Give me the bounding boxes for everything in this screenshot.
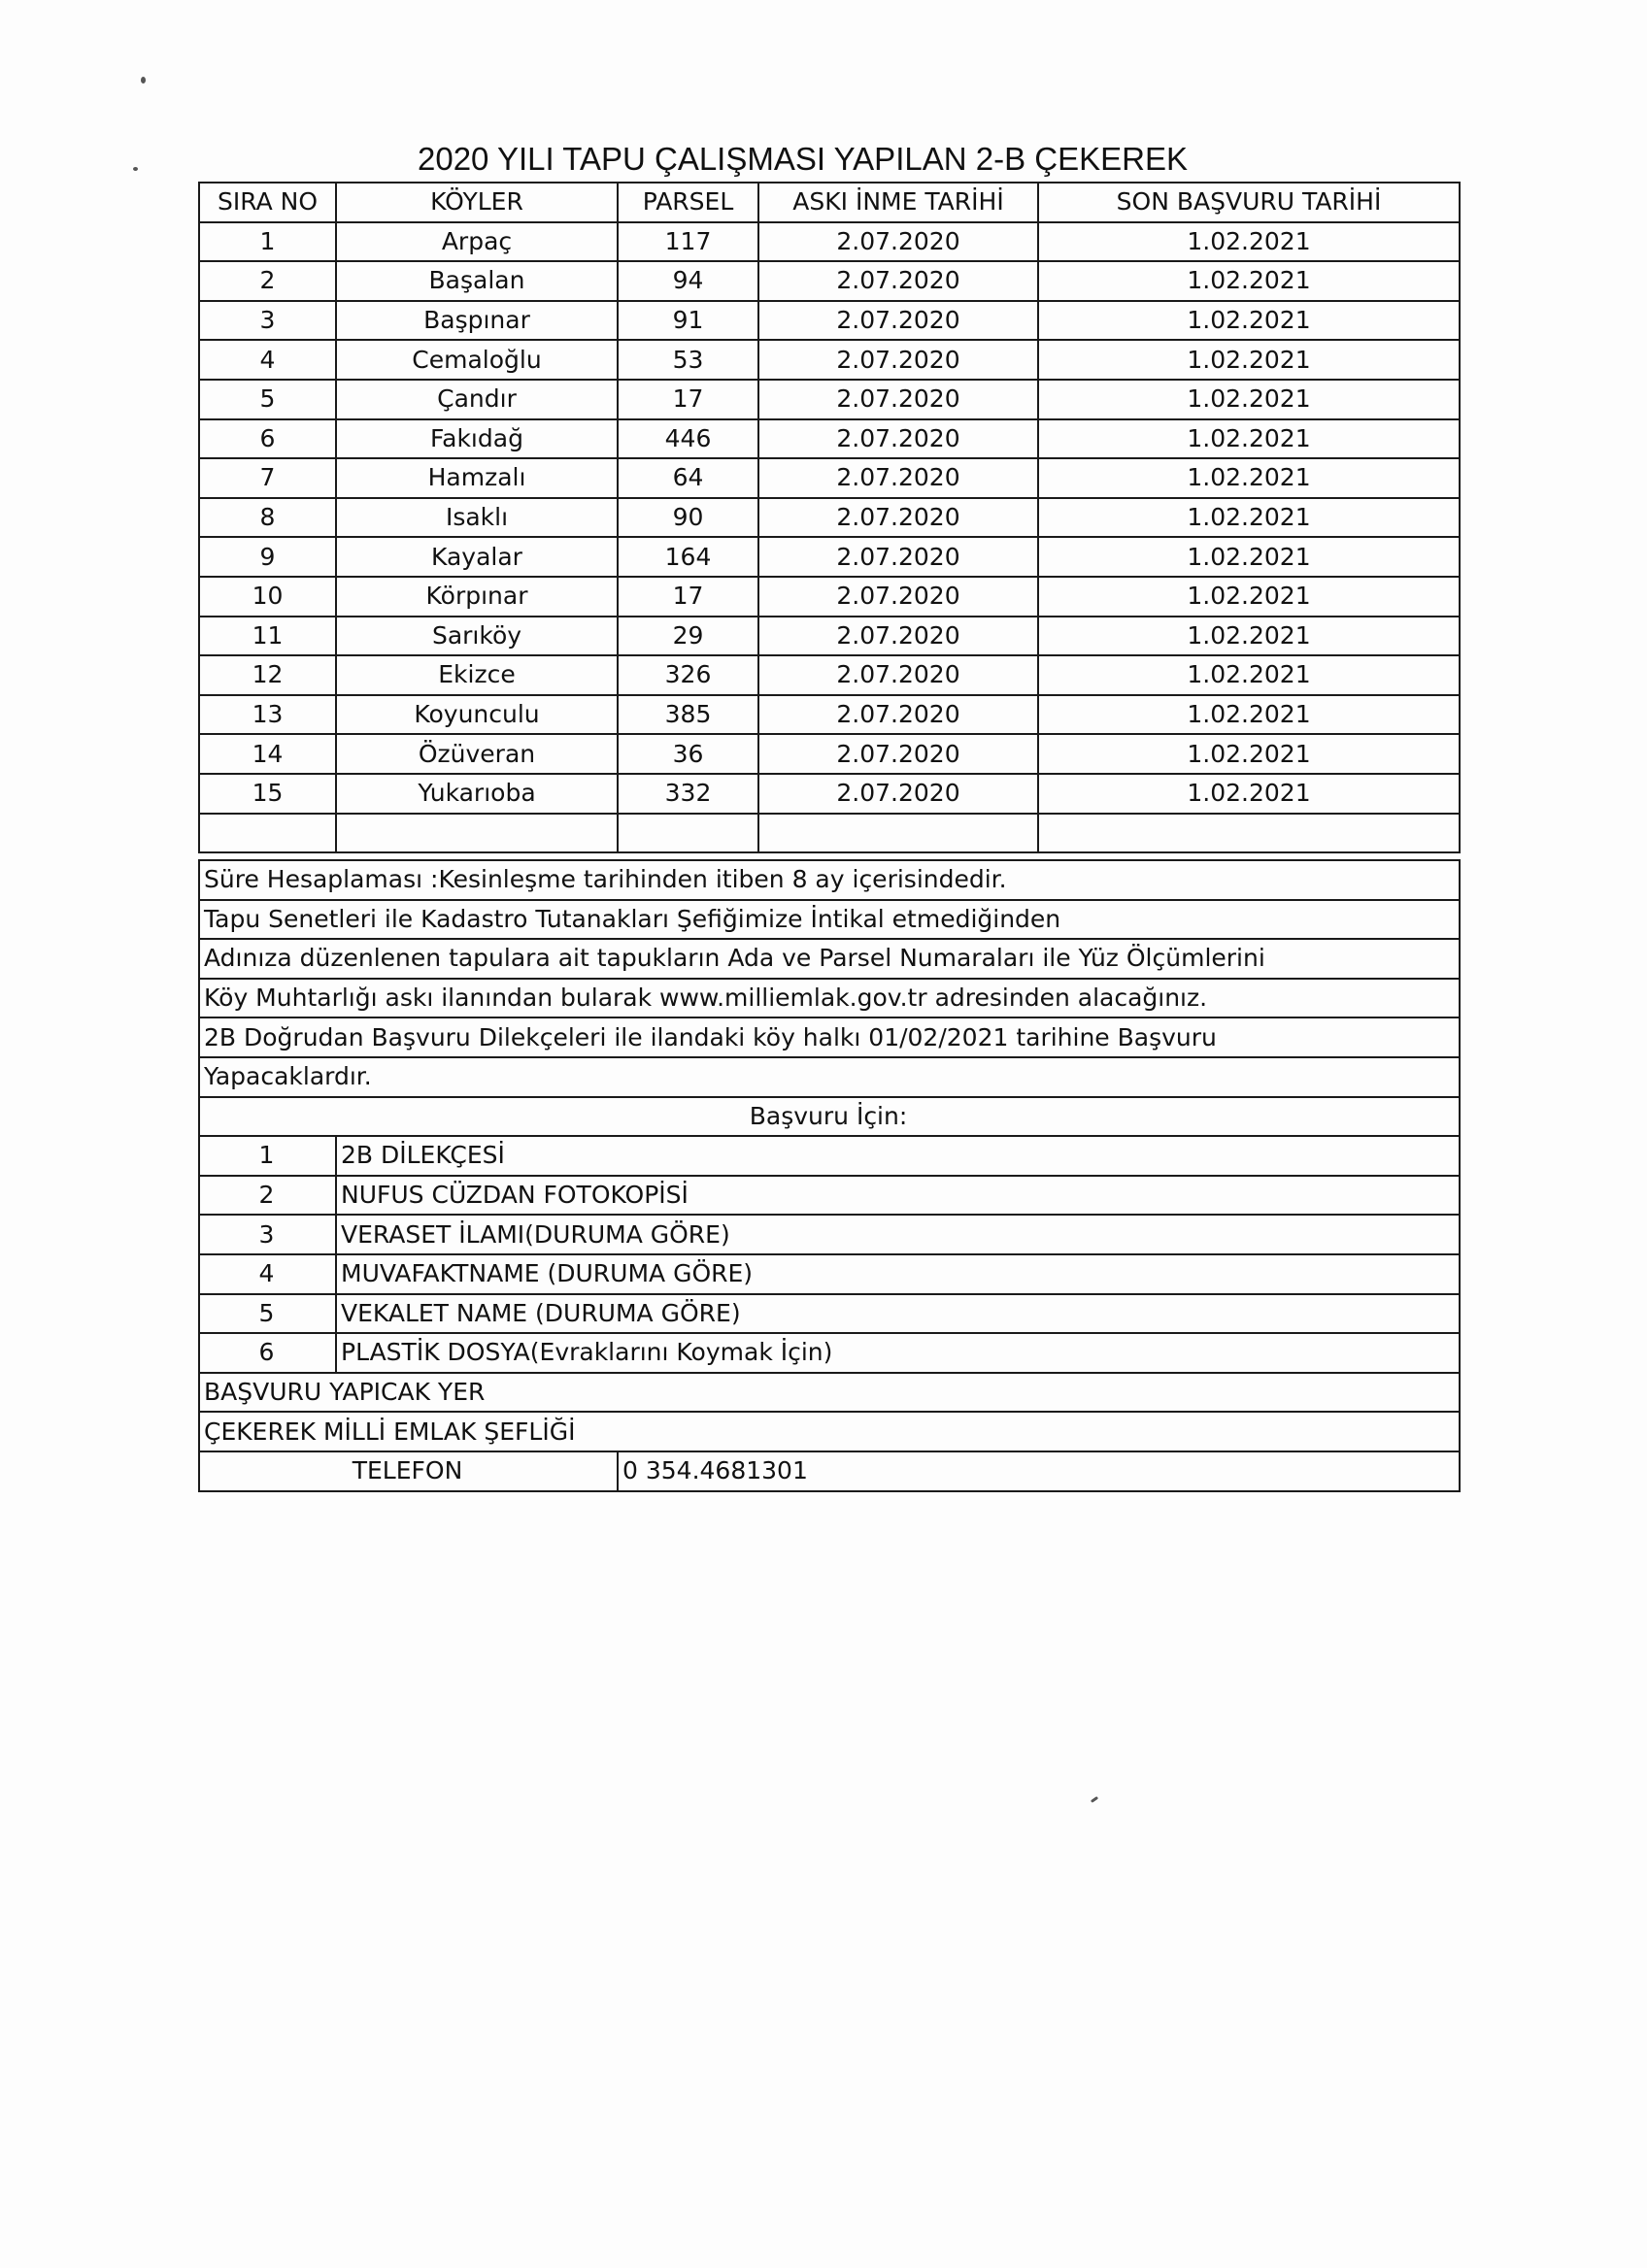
empty-cell <box>758 814 1038 853</box>
empty-row <box>199 814 1460 853</box>
cell-sira-no: 15 <box>199 774 336 814</box>
cell-sira-no: 11 <box>199 617 336 656</box>
cell-son-basvuru-tarihi: 1.02.2021 <box>1038 419 1460 459</box>
cell-koy: Yukarıoba <box>336 774 618 814</box>
cell-son-basvuru-tarihi: 1.02.2021 <box>1038 577 1460 617</box>
phone-label: TELEFON <box>199 1451 618 1491</box>
requirement-text: VEKALET NAME (DURUMA GÖRE) <box>336 1294 1460 1334</box>
requirement-row <box>199 1294 1460 1334</box>
requirement-row <box>199 1136 1460 1176</box>
note-row <box>199 1057 1460 1097</box>
cell-aski-inme-tarihi: 2.07.2020 <box>758 617 1038 656</box>
cell-sira-no: 5 <box>199 380 336 419</box>
note-row <box>199 939 1460 979</box>
note-text: Süre Hesaplaması :Kesinleşme tarihinden itiben 8 ay içerisindedir. <box>199 860 1460 900</box>
cell-koy: Özüveran <box>336 734 618 774</box>
cell-son-basvuru-tarihi: 1.02.2021 <box>1038 380 1460 419</box>
cell-son-basvuru-tarihi: 1.02.2021 <box>1038 458 1460 498</box>
cell-sira-no: 2 <box>199 261 336 301</box>
info-table <box>198 859 1461 1492</box>
cell-koy: Kayalar <box>336 537 618 577</box>
note-text: Tapu Senetleri ile Kadastro Tutanakları Şefiğimize İntikal etmediğinden <box>199 900 1460 940</box>
requirement-number: 3 <box>199 1215 336 1254</box>
office-row <box>199 1412 1460 1451</box>
note-row <box>199 860 1460 900</box>
note-text: Yapacaklardır. <box>199 1057 1460 1097</box>
cell-sira-no: 3 <box>199 301 336 341</box>
cell-parsel: 36 <box>618 734 758 774</box>
cell-aski-inme-tarihi: 2.07.2020 <box>758 340 1038 380</box>
cell-son-basvuru-tarihi: 1.02.2021 <box>1038 222 1460 262</box>
empty-cell <box>1038 814 1460 853</box>
table-row <box>199 301 1460 341</box>
cell-parsel: 164 <box>618 537 758 577</box>
cell-koy: Isaklı <box>336 498 618 538</box>
cell-son-basvuru-tarihi: 1.02.2021 <box>1038 655 1460 695</box>
table-row <box>199 222 1460 262</box>
cell-sira-no: 9 <box>199 537 336 577</box>
cell-koy: Hamzalı <box>336 458 618 498</box>
cell-son-basvuru-tarihi: 1.02.2021 <box>1038 734 1460 774</box>
cell-parsel: 64 <box>618 458 758 498</box>
cell-aski-inme-tarihi: 2.07.2020 <box>758 261 1038 301</box>
cell-koy: Cemaloğlu <box>336 340 618 380</box>
cell-sira-no: 4 <box>199 340 336 380</box>
requirement-text: VERASET İLAMI(DURUMA GÖRE) <box>336 1215 1460 1254</box>
scan-speck <box>1091 1796 1098 1803</box>
table-row <box>199 261 1460 301</box>
cell-koy: Körpınar <box>336 577 618 617</box>
cell-koy: Arpaç <box>336 222 618 262</box>
requirement-text: NUFUS CÜZDAN FOTOKOPİSİ <box>336 1176 1460 1216</box>
cell-aski-inme-tarihi: 2.07.2020 <box>758 734 1038 774</box>
document-title: 2020 YILI TAPU ÇALIŞMASI YAPILAN 2-B ÇEKEREK <box>418 141 1188 177</box>
cell-parsel: 332 <box>618 774 758 814</box>
cell-aski-inme-tarihi: 2.07.2020 <box>758 222 1038 262</box>
cell-aski-inme-tarihi: 2.07.2020 <box>758 774 1038 814</box>
note-text: Adınıza düzenlenen tapulara ait tapukların Ada ve Parsel Numaraları ile Yüz Ölçümlerini <box>199 939 1460 979</box>
cell-parsel: 29 <box>618 617 758 656</box>
header-son-basvuru-tarihi: SON BAŞVURU TARİHİ <box>1038 183 1460 222</box>
cell-son-basvuru-tarihi: 1.02.2021 <box>1038 774 1460 814</box>
phone-number: 0 354.4681301 <box>618 1451 1460 1491</box>
cell-koy: Başpınar <box>336 301 618 341</box>
cell-son-basvuru-tarihi: 1.02.2021 <box>1038 261 1460 301</box>
cell-parsel: 326 <box>618 655 758 695</box>
note-row <box>199 900 1460 940</box>
requirement-row <box>199 1254 1460 1294</box>
cell-koy: Başalan <box>336 261 618 301</box>
note-text: 2B Doğrudan Başvuru Dilekçeleri ile ilandaki köy halkı 01/02/2021 tarihine Başvuru <box>199 1017 1460 1057</box>
cell-son-basvuru-tarihi: 1.02.2021 <box>1038 301 1460 341</box>
cell-son-basvuru-tarihi: 1.02.2021 <box>1038 498 1460 538</box>
cell-parsel: 17 <box>618 577 758 617</box>
note-text: Köy Muhtarlığı askı ilanından bularak www.milliemlak.gov.tr adresinden alacağınız. <box>199 979 1460 1018</box>
empty-cell <box>336 814 618 853</box>
cell-aski-inme-tarihi: 2.07.2020 <box>758 655 1038 695</box>
header-parsel: PARSEL <box>618 183 758 222</box>
cell-aski-inme-tarihi: 2.07.2020 <box>758 380 1038 419</box>
requirement-number: 1 <box>199 1136 336 1176</box>
application-place-row <box>199 1373 1460 1413</box>
cell-koy: Sarıköy <box>336 617 618 656</box>
table-row <box>199 537 1460 577</box>
cell-sira-no: 6 <box>199 419 336 459</box>
header-sira-no: SIRA NO <box>199 183 336 222</box>
cell-aski-inme-tarihi: 2.07.2020 <box>758 498 1038 538</box>
scan-speck <box>133 167 138 171</box>
requirements-heading: Başvuru İçin: <box>199 1097 1460 1137</box>
village-table <box>198 182 1461 853</box>
cell-parsel: 90 <box>618 498 758 538</box>
office-name: ÇEKEREK MİLLİ EMLAK ŞEFLİĞİ <box>199 1412 1460 1451</box>
cell-parsel: 91 <box>618 301 758 341</box>
cell-son-basvuru-tarihi: 1.02.2021 <box>1038 617 1460 656</box>
cell-parsel: 385 <box>618 695 758 735</box>
table-row <box>199 695 1460 735</box>
requirement-number: 2 <box>199 1176 336 1216</box>
requirement-text: 2B DİLEKÇESİ <box>336 1136 1460 1176</box>
table-row <box>199 419 1460 459</box>
cell-aski-inme-tarihi: 2.07.2020 <box>758 537 1038 577</box>
table-row <box>199 655 1460 695</box>
cell-aski-inme-tarihi: 2.07.2020 <box>758 419 1038 459</box>
table-header-row <box>199 183 1460 222</box>
requirement-row <box>199 1333 1460 1373</box>
table-row <box>199 774 1460 814</box>
cell-sira-no: 8 <box>199 498 336 538</box>
cell-parsel: 17 <box>618 380 758 419</box>
cell-sira-no: 14 <box>199 734 336 774</box>
empty-cell <box>618 814 758 853</box>
table-row <box>199 617 1460 656</box>
requirement-number: 5 <box>199 1294 336 1334</box>
cell-sira-no: 10 <box>199 577 336 617</box>
note-row <box>199 979 1460 1018</box>
cell-koy: Fakıdağ <box>336 419 618 459</box>
table-row <box>199 380 1460 419</box>
table-row <box>199 340 1460 380</box>
cell-parsel: 446 <box>618 419 758 459</box>
requirement-row <box>199 1176 1460 1216</box>
scan-speck <box>141 77 146 83</box>
table-row <box>199 734 1460 774</box>
header-aski-inme-tarihi: ASKI İNME TARİHİ <box>758 183 1038 222</box>
requirements-heading-row <box>199 1097 1460 1137</box>
note-row <box>199 1017 1460 1057</box>
cell-koy: Ekizce <box>336 655 618 695</box>
cell-sira-no: 7 <box>199 458 336 498</box>
table-row <box>199 498 1460 538</box>
cell-son-basvuru-tarihi: 1.02.2021 <box>1038 340 1460 380</box>
requirement-number: 6 <box>199 1333 336 1373</box>
cell-aski-inme-tarihi: 2.07.2020 <box>758 301 1038 341</box>
cell-parsel: 94 <box>618 261 758 301</box>
table-row <box>199 458 1460 498</box>
phone-row <box>199 1451 1460 1491</box>
header-koyler: KÖYLER <box>336 183 618 222</box>
table-row <box>199 577 1460 617</box>
cell-son-basvuru-tarihi: 1.02.2021 <box>1038 537 1460 577</box>
requirement-row <box>199 1215 1460 1254</box>
cell-koy: Koyunculu <box>336 695 618 735</box>
cell-parsel: 117 <box>618 222 758 262</box>
cell-sira-no: 12 <box>199 655 336 695</box>
requirement-number: 4 <box>199 1254 336 1294</box>
application-place-label: BAŞVURU YAPICAK YER <box>199 1373 1460 1413</box>
cell-koy: Çandır <box>336 380 618 419</box>
cell-sira-no: 13 <box>199 695 336 735</box>
empty-cell <box>199 814 336 853</box>
requirement-text: PLASTİK DOSYA(Evraklarını Koymak İçin) <box>336 1333 1460 1373</box>
cell-aski-inme-tarihi: 2.07.2020 <box>758 695 1038 735</box>
cell-sira-no: 1 <box>199 222 336 262</box>
requirement-text: MUVAFAKTNAME (DURUMA GÖRE) <box>336 1254 1460 1294</box>
cell-aski-inme-tarihi: 2.07.2020 <box>758 577 1038 617</box>
cell-son-basvuru-tarihi: 1.02.2021 <box>1038 695 1460 735</box>
cell-aski-inme-tarihi: 2.07.2020 <box>758 458 1038 498</box>
cell-parsel: 53 <box>618 340 758 380</box>
